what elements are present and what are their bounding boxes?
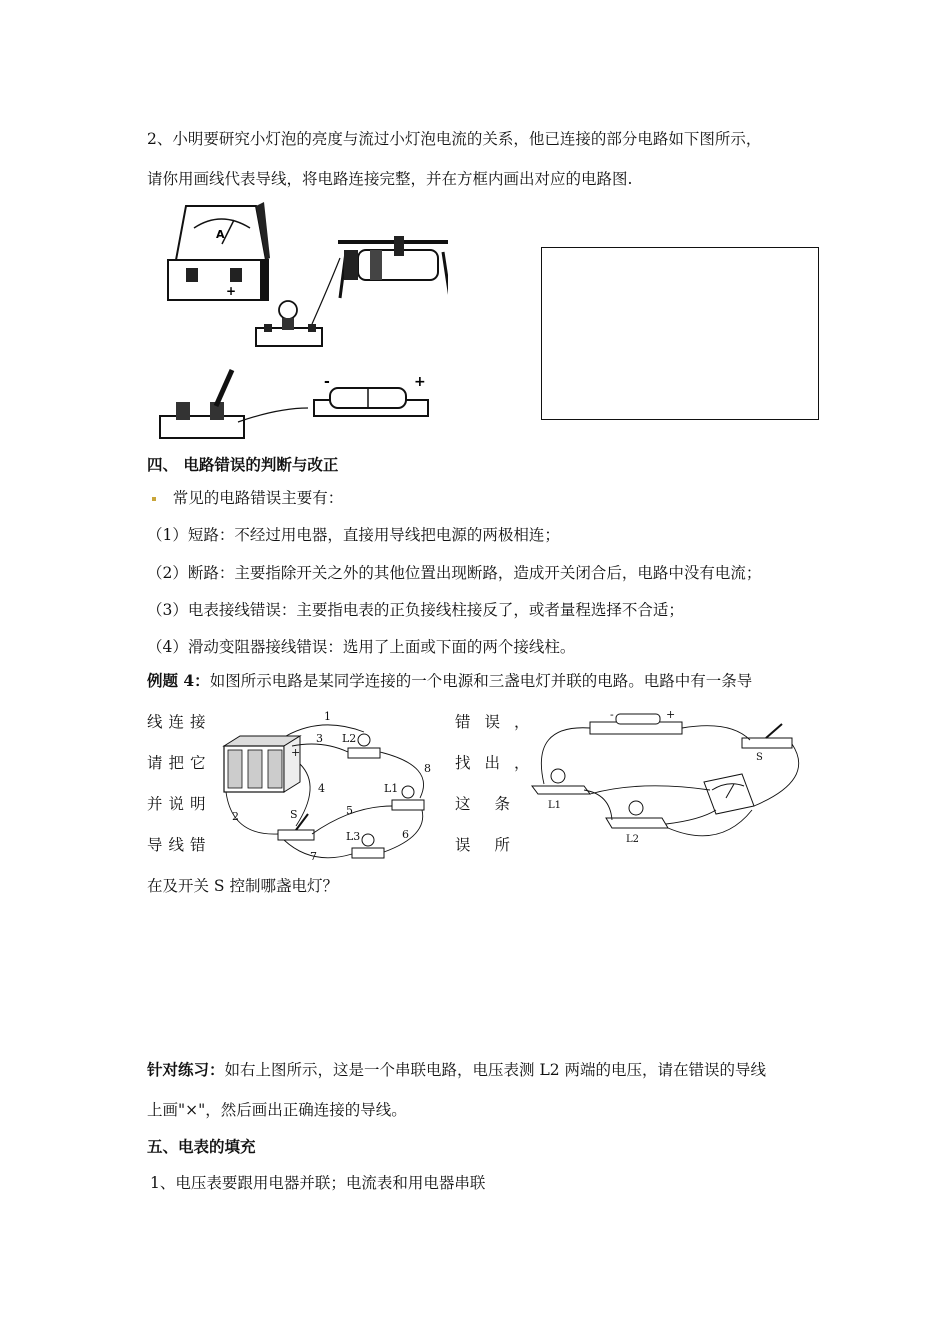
svg-text:+: + [666, 710, 676, 721]
lamp-l1-label: L1 [384, 782, 399, 795]
battery-icon [590, 710, 682, 734]
voltmeter-icon [704, 774, 754, 814]
lamp-l2-label: L2 [342, 732, 357, 745]
ammeter-label: A [216, 228, 225, 241]
example4-right-1: 错误， [455, 713, 544, 731]
wire-label-8: 8 [424, 762, 431, 775]
example4-last-line: 在及开关 S 控制哪盏电灯？ [147, 877, 338, 895]
section4-intro-row [150, 488, 343, 508]
lamp-l2-icon [342, 732, 380, 758]
wire-label-7: 7 [310, 850, 317, 863]
wire-label-6: 6 [402, 828, 409, 841]
q2-line1: 2、小明要研究小灯泡的亮度与流过小灯泡电流的关系，他已连接的部分电路如下图所示， [147, 130, 762, 148]
wire-label-1: 1 [324, 710, 331, 723]
switch-s-label: S [290, 808, 298, 821]
section4-item-1: （1）短路：不经过用电器，直接用导线把电源的两极相连； [147, 526, 560, 544]
parallel-circuit-figure [212, 706, 444, 868]
practice-line2: 上画"×"，然后画出正确连接的导线。 [147, 1101, 407, 1119]
example4-left-4: 导线错 [147, 836, 212, 854]
section4-heading: 四、 电路错误的判断与改正 [147, 455, 339, 474]
battery-plus: + [414, 374, 426, 390]
example4-right-3: 这条 [455, 795, 535, 813]
section5-heading: 五、电表的填充 [147, 1137, 256, 1156]
practice-line1 [147, 1060, 766, 1080]
example4-right-4: 误所 [455, 836, 535, 854]
lamp-l2-icon [606, 801, 668, 845]
ammeter-icon [168, 202, 270, 300]
practice-text: 如右上图所示，这是一个串联电路，电压表测 L2 两端的电压，请在错误的导线 [224, 1061, 767, 1079]
section4-item-2: （2）断路：主要指除开关之外的其他位置出现断路，造成开关闭合后，电路中没有电流； [147, 564, 762, 582]
battery-icon [314, 374, 428, 416]
q2-line2: 请你用画线代表导线，将电路连接完整，并在方框内画出对应的电路图. [147, 170, 633, 188]
bullet-marker [152, 497, 156, 501]
section4-intro: 常见的电路错误主要有： [172, 489, 344, 507]
switch-icon [160, 370, 244, 438]
practice-label: 针对练习： [147, 1060, 225, 1079]
example4-text: 如图所示电路是某同学连接的一个电源和三盏电灯并联的电路。电路中有一条导 [209, 672, 753, 690]
ammeter-plus: + [226, 284, 237, 298]
example4-right-2: 找出， [455, 754, 544, 772]
lamp-l2-label: L2 [626, 834, 640, 845]
switch-icon [742, 724, 792, 763]
wire-label-2: 2 [232, 810, 239, 823]
battery-plus-label: + [291, 746, 301, 759]
lamp-l1-icon [532, 769, 590, 811]
svg-text:-: - [610, 710, 614, 721]
example4-left-3: 并说明 [147, 795, 212, 813]
switch-s-icon [278, 808, 314, 840]
battery-minus: - [324, 374, 330, 390]
example4-left-2: 请把它 [147, 754, 212, 772]
wire-label-5: 5 [346, 804, 353, 817]
example4-label: 例题 4： [147, 671, 210, 690]
section5-item-1: 1、电压表要跟用电器并联；电流表和用电器串联 [150, 1174, 486, 1192]
rheostat-icon [338, 236, 448, 298]
switch-label: S [756, 752, 763, 763]
lamp-l1-label: L1 [548, 800, 562, 811]
lamp-l3-label: L3 [346, 830, 361, 843]
series-circuit-figure [520, 710, 810, 850]
battery-pack-icon [224, 736, 300, 792]
section4-item-3: （3）电表接线错误：主要指电表的正负接线柱接反了，或者量程选择不合适； [147, 601, 684, 619]
circuit-components-figure [158, 198, 448, 446]
section4-item-4: （4）滑动变阻器接线错误：选用了上面或下面的两个接线柱。 [147, 638, 576, 656]
example4-line [147, 671, 752, 691]
wire-label-3: 3 [316, 732, 323, 745]
wire-label-4: 4 [318, 782, 325, 795]
example4-left-1: 线连接 [147, 713, 212, 731]
answer-box [541, 247, 819, 420]
